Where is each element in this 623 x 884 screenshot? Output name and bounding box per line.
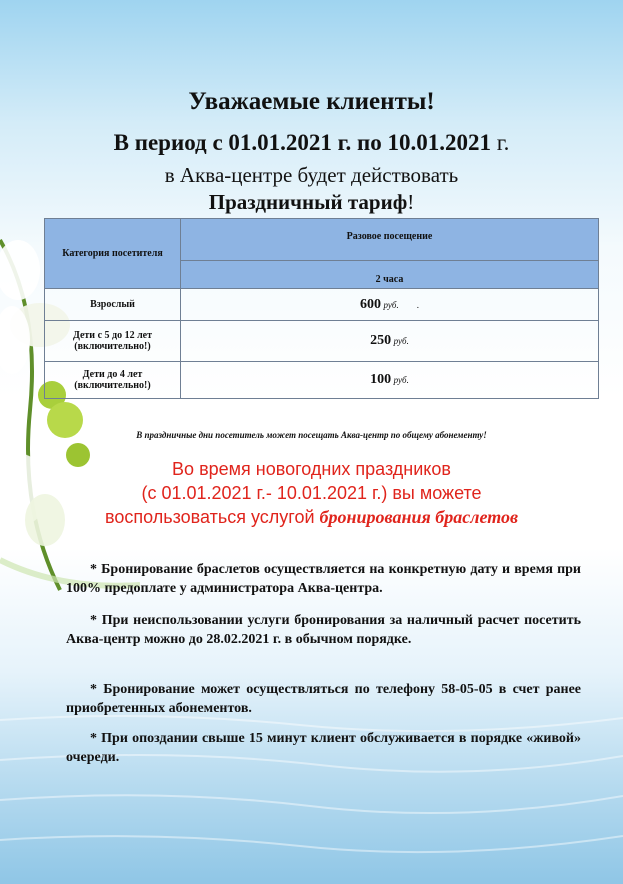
col-visit-header: Разовое посещение [181,219,599,261]
table-row [45,321,599,362]
promo-emphasis: бронирования браслетов [319,507,518,527]
table-row [45,289,599,321]
price-value: 250 [370,333,392,348]
period-line [0,130,623,156]
holiday-note: В праздничные дни посетитель может посещать Аква-центр по общему абонементу! [136,430,487,440]
col-duration-header: 2 часа [181,261,599,289]
table-row [45,362,599,399]
category-cell [45,289,181,321]
tariff-exclamation: ! [407,190,415,214]
category-label: Дети с 5 до 12 лет [72,330,153,341]
promo-line-2: (с 01.01.2021 г.- 10.01.2021 г.) вы можете [141,483,482,503]
rule-paragraph: * При опоздании свыше 15 минут клиент обслуживается в порядке «живой» очереди. [66,731,581,765]
tariff-heading [0,190,623,215]
category-cell [45,321,181,362]
promo-line-3 [0,505,623,529]
category-label: Взрослый [90,299,135,310]
price-value: 600 [360,296,382,312]
price-unit: руб. [383,299,399,310]
rule-paragraph: * Бронирование может осуществляться по телефону 58-05-05 в счет ранее приобретенных абонементов. [66,682,581,716]
price-unit: руб. [393,336,409,346]
price-cell [181,362,599,399]
intro-line: в Аква-центре будет действовать [164,163,459,187]
promo-line-3-prefix: воспользоваться услугой [104,507,320,527]
tariff-name: Праздничный тариф [208,190,408,214]
price-value: 100 [370,372,392,387]
rule-paragraph: * Бронирование браслетов осуществляется на конкретную дату и время при 100% предоплате у администратора Аква-центра. [66,562,581,596]
promo-block [0,457,623,529]
category-note: (включительно!) [74,380,151,391]
price-cell [181,289,599,321]
price-extra: . [416,299,419,310]
promo-line-1: Во время новогодних праздников [172,459,451,479]
page-title: Уважаемые клиенты! [188,88,435,115]
price-cell [181,321,599,362]
category-label: Дети до 4 лет [82,369,143,380]
rule-paragraph: * При неиспользовании услуги бронирования за наличный расчет посетить Аква-центр можно до 28.02.2021 г. в обычном порядке. [66,613,581,647]
col-category-header: Категория посетителя [45,219,181,289]
period-dates: В период с 01.01.2021 г. по 10.01.2021 [113,130,492,155]
period-suffix: г. [491,130,510,155]
category-cell [45,362,181,399]
tariff-table [44,218,599,399]
category-note: (включительно!) [74,341,151,352]
price-unit: руб. [393,375,409,385]
